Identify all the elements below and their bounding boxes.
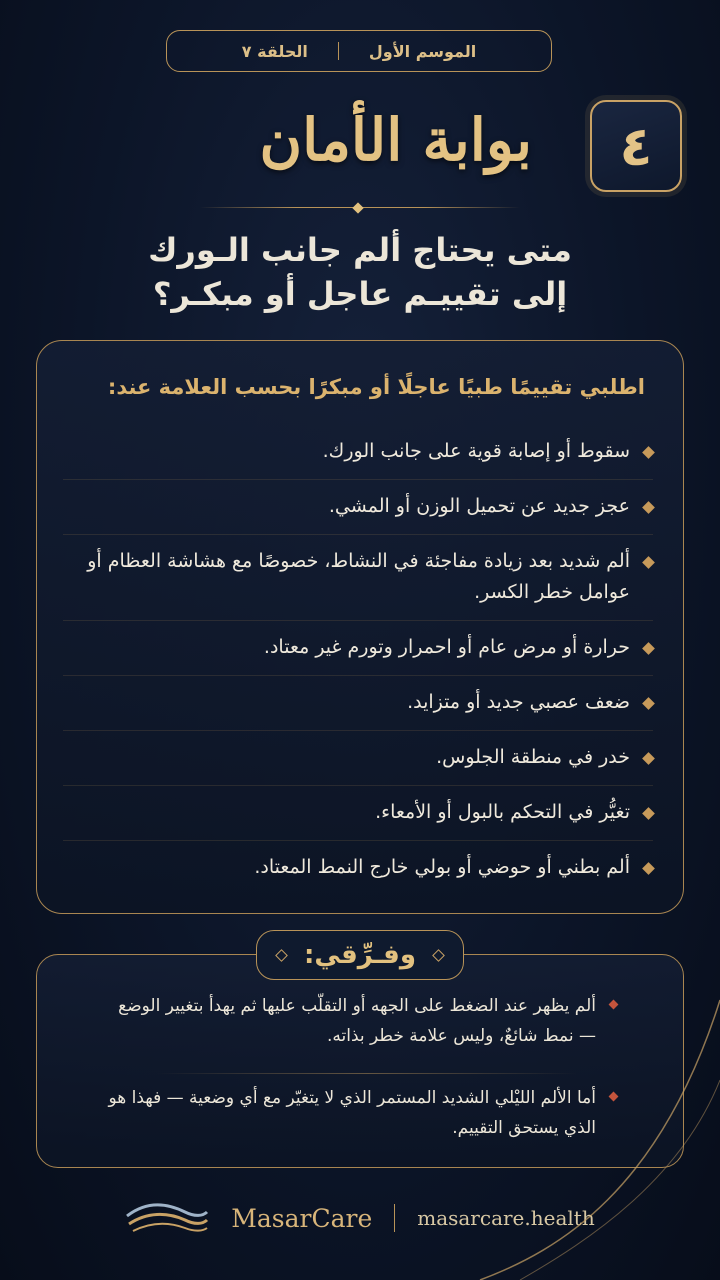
episode-label: الحلقة ٧ [241, 41, 308, 61]
distinguish-card [36, 954, 684, 1168]
red-diamond-icon [609, 1092, 619, 1102]
note-common-pattern [97, 991, 617, 1051]
list-item-text: تغيُّر في التحكم بالبول أو الأمعاء. [375, 801, 630, 823]
website-link[interactable]: masarcare.health [417, 1206, 595, 1230]
red-diamond-icon [609, 1000, 619, 1010]
diamond-bullet-icon [642, 862, 655, 875]
list-item-text: حرارة أو مرض عام أو احمرار وتورم غير معتاد. [263, 636, 630, 658]
episode-pill [166, 30, 552, 72]
diamond-bullet-icon [642, 697, 655, 710]
diamond-ornament-icon [275, 949, 288, 962]
diamond-bullet-icon [642, 807, 655, 820]
list-item [63, 841, 653, 895]
list-item [63, 786, 653, 841]
list-item-text: خدر في منطقة الجلوس. [436, 746, 630, 768]
list-item [63, 621, 653, 676]
season-label: الموسم الأول [368, 41, 477, 61]
footer-separator [394, 1204, 395, 1232]
note-text: ألم يظهر عند الضغط على الجهه أو التقلّب عليها ثم يهدأ بتغيير الوضع — نمط شائعٌ، وليس علامة خطر بذاته. [118, 996, 596, 1046]
diamond-bullet-icon [642, 752, 655, 765]
list-item-text: ألم بطني أو حوضي أو بولي خارج النمط المعتاد. [254, 856, 630, 878]
list-item [63, 676, 653, 731]
diamond-bullet-icon [642, 642, 655, 655]
title-divider [200, 204, 520, 212]
footer [0, 1198, 720, 1238]
warning-signs-card [36, 340, 684, 914]
diamond-bullet-icon [642, 501, 655, 514]
list-item [63, 480, 653, 535]
diamond-bullet-icon [642, 556, 655, 569]
list-item-text: سقوط أو إصابة قوية على جانب الورك. [322, 440, 630, 462]
page-title: بوابة الأمان [259, 106, 532, 174]
subtitle-line-1: متى يحتاج ألم جانب الـورك [148, 231, 572, 269]
note-divider [157, 1073, 577, 1074]
card-heading: اطلبي تقييمًا طبيًا عاجلًا أو مبكرًا بحسب العلامة عند: [107, 375, 645, 399]
list-item [63, 535, 653, 621]
list-item [63, 731, 653, 786]
warning-signs-list [63, 425, 653, 895]
note-text: أما الألم الليْلي الشديد المستمر الذي لا يتغيّر مع أي وضعية — فهذا هو الذي يستحق التقييم. [108, 1088, 596, 1138]
distinguish-label: وفـرِّقي: [304, 940, 416, 970]
distinguish-pill [256, 930, 464, 980]
subtitle-line-2: إلى تقييـم عاجل أو مبكـر؟ [152, 275, 568, 313]
wave-logo-icon [125, 1198, 209, 1238]
list-item-text: ألم شديد بعد زيادة مفاجئة في النشاط، خصوصًا مع هشاشة العظام أو عوامل خطر الكسر. [87, 550, 630, 603]
list-item [63, 425, 653, 480]
list-item-text: ضعف عصبي جديد أو متزايد. [407, 691, 630, 713]
brand-name: MasarCare [231, 1203, 373, 1233]
subtitle [100, 228, 620, 316]
list-item-text: عجز جديد عن تحميل الوزن أو المشي. [328, 495, 630, 517]
section-number-badge: ٤ [590, 100, 682, 192]
pill-separator [338, 42, 339, 60]
note-night-pain [97, 1083, 617, 1143]
diamond-bullet-icon [642, 446, 655, 459]
diamond-ornament-icon [432, 949, 445, 962]
